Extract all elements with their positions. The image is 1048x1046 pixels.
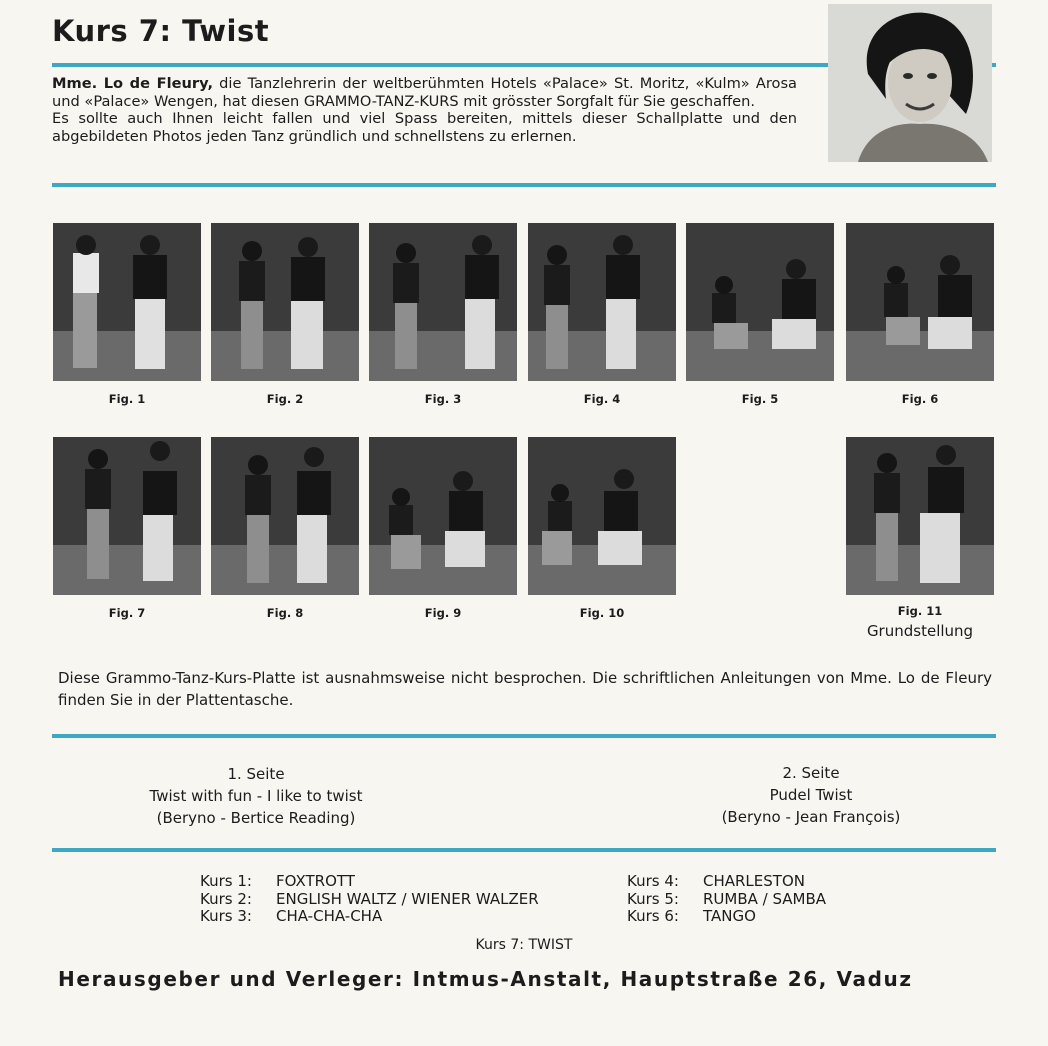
course-name: TANGO (703, 907, 756, 925)
side-1-song: Twist with fun - I like to twist (149, 787, 363, 805)
figure-label-4: Fig. 4 (583, 392, 621, 406)
figure-label-3: Fig. 3 (424, 392, 462, 406)
course-number: Kurs 2: (200, 889, 252, 908)
course-number: Kurs 5: (627, 889, 679, 908)
figure-photo-3 (369, 223, 517, 381)
divider-sides (52, 848, 996, 852)
course-item (627, 873, 826, 891)
figure-label-10: Fig. 10 (579, 606, 625, 620)
figure-photo-5 (686, 223, 834, 381)
course-item (200, 908, 539, 926)
figure-photo-9 (369, 437, 517, 595)
figure-label-1: Fig. 1 (108, 392, 146, 406)
figure-photo-1 (53, 223, 201, 381)
course-list-left (200, 873, 539, 926)
figure-label-6: Fig. 6 (901, 392, 939, 406)
side-1-heading: 1. Seite (227, 765, 285, 783)
divider-intro (52, 183, 996, 187)
figure-label-5: Fig. 5 (741, 392, 779, 406)
course-name: CHARLESTON (703, 872, 805, 890)
figure-label-2: Fig. 2 (266, 392, 304, 406)
side-2 (641, 762, 981, 828)
side-2-artist: (Beryno - Jean François) (721, 808, 901, 826)
side-1-artist: (Beryno - Bertice Reading) (156, 809, 356, 827)
page-title: Kurs 7: Twist (52, 14, 270, 48)
intro-text: die Tanzlehrerin der weltberühmten Hotels «Palace» St. Moritz, «Kulm» Arosa und «Palace» Wengen, hat diesen GRAMMO-TANZ-KURS mit grösster Sorgfalt für Sie geschaffen. (52, 75, 798, 110)
figure-photo-6 (846, 223, 994, 381)
course-name: ENGLISH WALTZ / WIENER WALZER (276, 889, 539, 908)
side-2-song: Pudel Twist (769, 786, 853, 804)
figure-photo-4 (528, 223, 676, 381)
figure-label-7: Fig. 7 (108, 606, 146, 620)
figure-photo-8 (211, 437, 359, 595)
course-number: Kurs 3: (200, 907, 252, 925)
figure-label-9: Fig. 9 (424, 606, 462, 620)
note-paragraph: Diese Grammo-Tanz-Kurs-Platte ist ausnahmsweise nicht besprochen. Die schriftlichen Anleitungen von Mme. Lo de Fleury finden Sie in der Plattentasche. (58, 669, 992, 709)
intro-text-2: Es sollte auch Ihnen leicht fallen und viel Spass bereiten, mittels dieser Schallplatte und den abgebildeten Photos jeden Tanz gründlich und schnellstens zu erlernen. (52, 110, 797, 145)
side-1 (86, 763, 426, 829)
course-number: Kurs 6: (627, 907, 679, 925)
course-list-right (627, 873, 826, 926)
course-item (627, 908, 826, 926)
course-name: RUMBA / SAMBA (703, 889, 827, 908)
course-item (200, 873, 539, 891)
figure-photo-7 (53, 437, 201, 595)
figure-photo-10 (528, 437, 676, 595)
intro-name: Mme. Lo de Fleury, (52, 75, 213, 92)
course-name: FOXTROTT (276, 872, 355, 890)
course-number: Kurs 4: (627, 872, 679, 890)
figure-photo-11 (846, 437, 994, 595)
current-course: Kurs 7: TWIST (475, 937, 573, 953)
figure-label-8: Fig. 8 (266, 606, 304, 620)
course-number: Kurs 1: (200, 872, 252, 890)
figure-label-11: Fig. 11 (897, 604, 943, 618)
figure-11-caption: Grundstellung (866, 622, 974, 640)
course-item (200, 891, 539, 909)
course-name: CHA-CHA-CHA (276, 907, 383, 925)
portrait-photo (828, 4, 992, 162)
course-item (627, 891, 826, 909)
publisher-line: Herausgeber und Verleger: Intmus-Anstalt, Hauptstraße 26, Vaduz (58, 967, 913, 991)
figure-photo-2 (211, 223, 359, 381)
side-2-heading: 2. Seite (782, 764, 840, 782)
intro-paragraph (52, 75, 797, 145)
divider-note (52, 734, 996, 738)
